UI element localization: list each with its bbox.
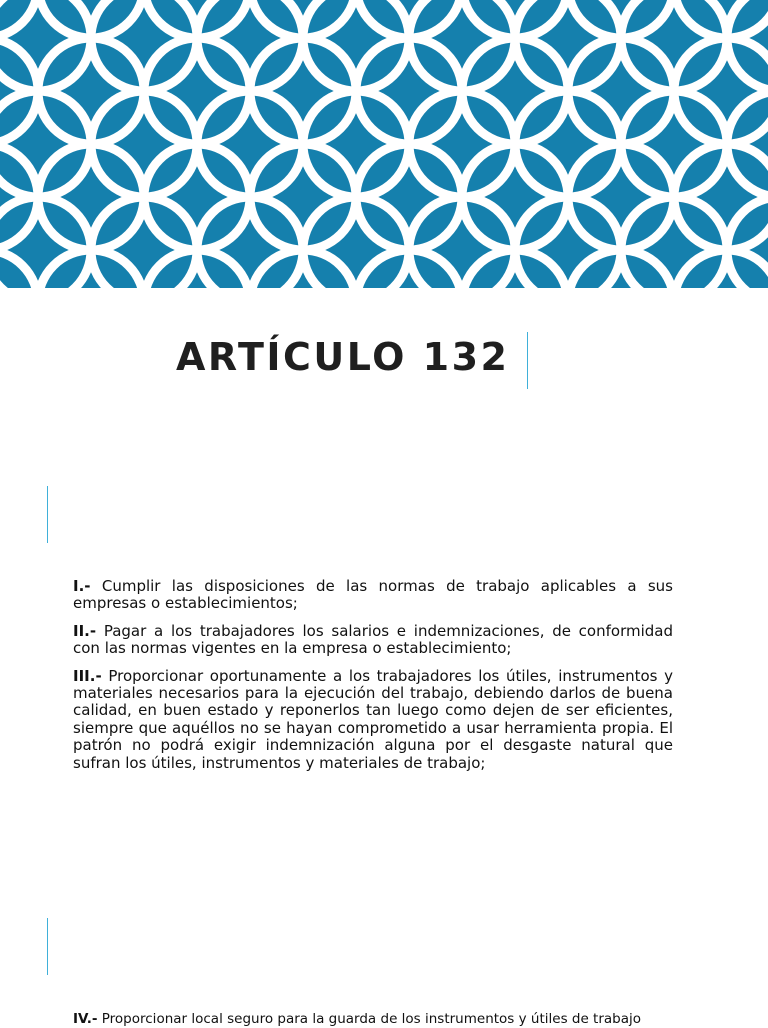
article-item-3 [73,668,673,772]
article-item-4 [73,1011,673,1028]
decorative-pattern-banner [0,0,768,288]
item-label: I.- [73,577,91,595]
article-body [73,578,673,782]
item-text: Pagar a los trabajadores los salarios e indemnizaciones, de conformidad con las normas vigentes en la empresa o establecimiento; [73,621,673,658]
item-label: II.- [73,621,97,640]
left-accent-line-lower [47,918,48,975]
item-label: III.- [73,666,102,685]
item-text: Cumplir las disposiciones de las normas de trabajo aplicables a sus empresas o establecimientos; [73,577,673,613]
article-item-1 [73,578,673,613]
article-item-2 [73,623,673,658]
page-title: ARTÍCULO 132 [176,335,510,379]
item-text: Proporcionar oportunamente a los trabajadores los útiles, instrumentos y materiales necesarios para la ejecución del trabajo, debiendo darlos de buena calidad, en buen estado y reponerlos tan luego como dejen de ser eficientes, siempre que aquéllos no se hayan comprometido a usar herramienta propia. El patrón no podrá exigir indemnización alguna por el desgaste natural que sufran los útiles, instrumentos y materiales de trabajo; [73,666,673,772]
title-accent-line [527,332,528,389]
item-text: Proporcionar local seguro para la guarda de los instrumentos y útiles de trabajo [101,1011,642,1027]
item-label: IV.- [73,1011,98,1027]
left-accent-line [47,486,48,543]
